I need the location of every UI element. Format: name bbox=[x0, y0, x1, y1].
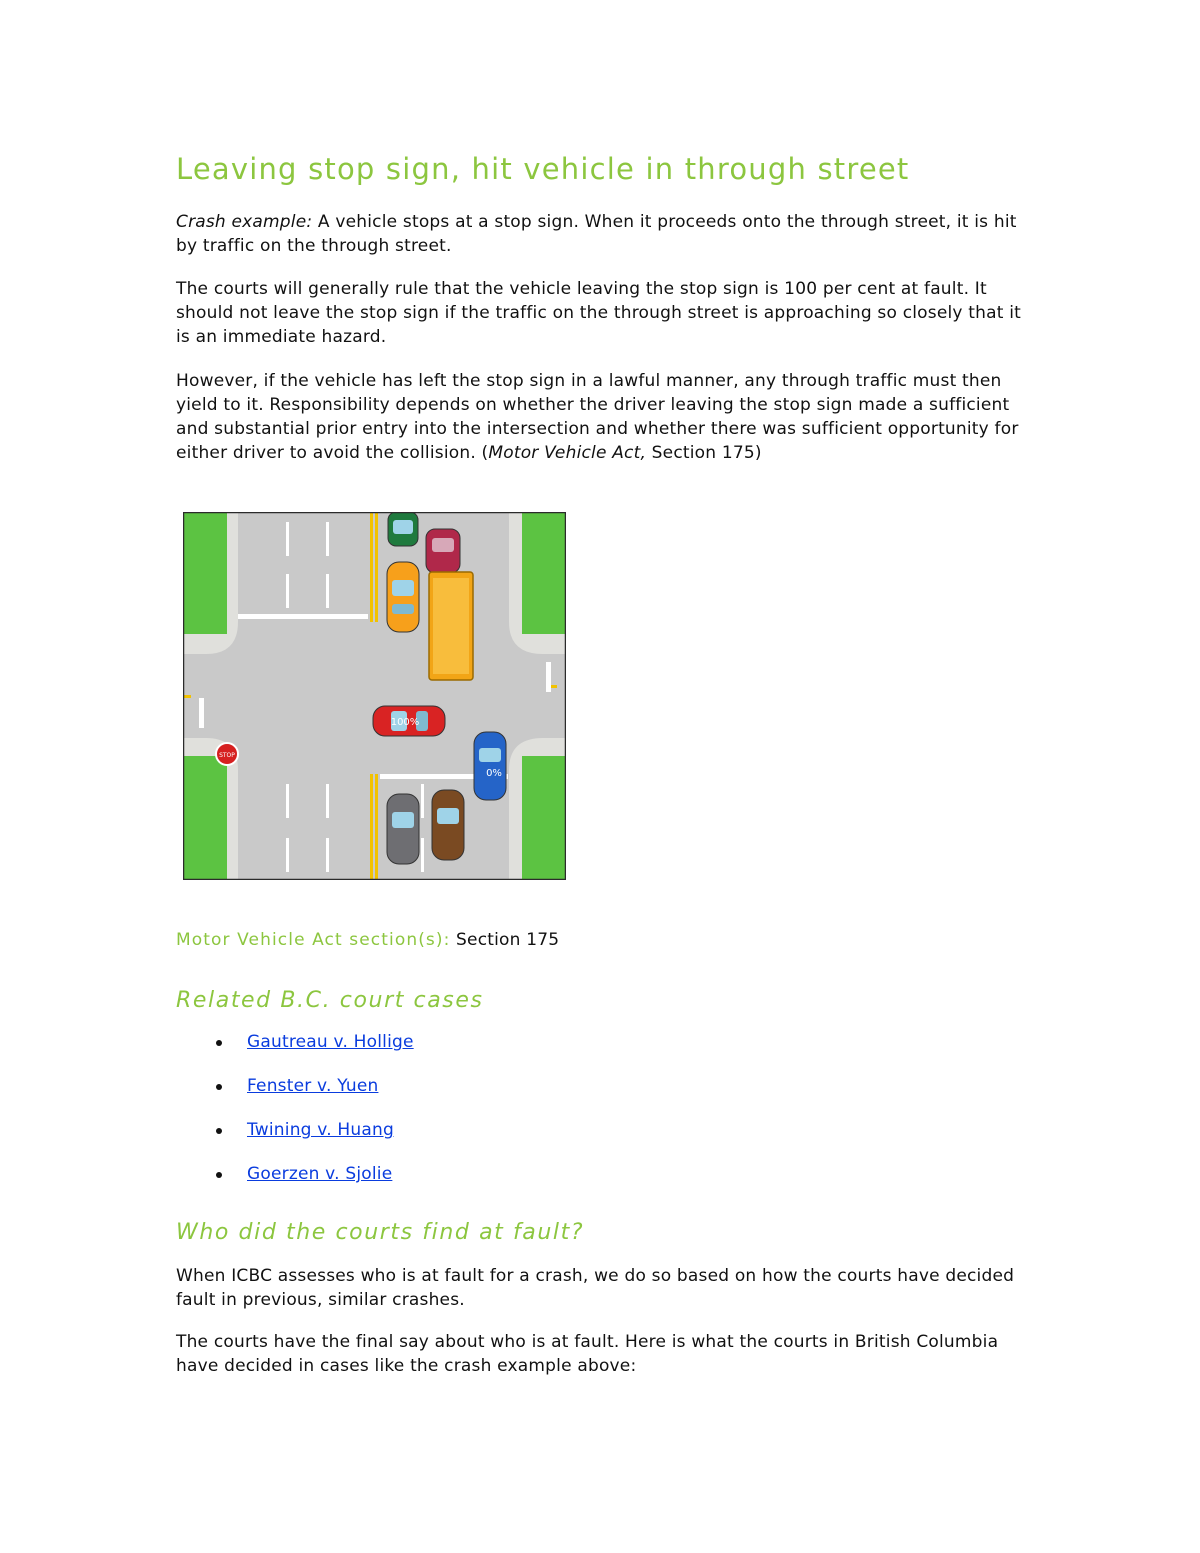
stop-line-north bbox=[238, 614, 368, 619]
grass-se bbox=[522, 756, 566, 880]
mva-sections bbox=[176, 930, 559, 950]
blue-car-fault-label: 0% bbox=[486, 768, 502, 779]
stop-line-east bbox=[546, 662, 551, 692]
final-say-paragraph: The courts have the final say about who is at fault. Here is what the courts in British Columbia have decided in cases like the crash example above: bbox=[176, 1332, 999, 1376]
mva-value: Section 175 bbox=[450, 930, 560, 950]
blue-car bbox=[474, 732, 506, 800]
fault-paragraph: The courts will generally rule that the vehicle leaving the stop sign is 100 per cent at fault. It should not leave the stop sign if the traffic on the through street is approaching so closely that it is an immediate hazard. bbox=[176, 279, 1021, 347]
grass-ne bbox=[522, 512, 566, 634]
list-item bbox=[176, 1074, 414, 1118]
center-line-north-b bbox=[375, 512, 378, 622]
grass-sw bbox=[183, 756, 227, 880]
bullet-icon bbox=[216, 1128, 222, 1134]
related-cases-heading: Related B.C. court cases bbox=[176, 988, 484, 1013]
maroon-car bbox=[426, 529, 460, 573]
crash-example-paragraph bbox=[176, 210, 1026, 258]
grass-nw bbox=[183, 512, 227, 634]
however-text: However, if the vehicle has left the stop sign in a lawful manner, any through traffic must then yield to it. Responsibility depends on whether the driver leaving the stop sign made a sufficient and substantial prior entry into the intersection and whether there was sufficient opportunity for either driver to avoid the collision. ( bbox=[176, 371, 1019, 463]
list-item bbox=[176, 1030, 414, 1074]
act-section: Section 175) bbox=[646, 443, 762, 463]
court-cases-list bbox=[176, 1030, 414, 1206]
center-line-south-a bbox=[370, 774, 373, 880]
case-link-fenster[interactable]: Fenster v. Yuen bbox=[247, 1076, 379, 1096]
page-title: Leaving stop sign, hit vehicle in through street bbox=[176, 152, 910, 186]
bullet-icon bbox=[216, 1040, 222, 1046]
center-line-east bbox=[551, 685, 557, 688]
center-line-north-a bbox=[370, 512, 373, 622]
stop-sign bbox=[216, 743, 238, 765]
crash-example-text: A vehicle stops at a stop sign. When it proceeds onto the through street, it is hit by traffic on the through street. bbox=[176, 212, 1017, 256]
yellow-truck bbox=[429, 572, 473, 680]
stop-sign-label: STOP bbox=[219, 752, 235, 759]
orange-car bbox=[387, 562, 419, 632]
case-link-twining[interactable]: Twining v. Huang bbox=[247, 1120, 394, 1140]
icbc-paragraph: When ICBC assesses who is at fault for a crash, we do so based on how the courts have decided fault in previous, similar crashes. bbox=[176, 1266, 1015, 1310]
road-surface bbox=[183, 512, 566, 880]
bullet-icon bbox=[216, 1084, 222, 1090]
mva-label: Motor Vehicle Act section(s): bbox=[176, 930, 451, 950]
brown-car bbox=[432, 790, 464, 860]
case-link-gautreau[interactable]: Gautreau v. Hollige bbox=[247, 1032, 414, 1052]
intersection-diagram bbox=[183, 512, 566, 880]
case-link-goerzen[interactable]: Goerzen v. Sjolie bbox=[247, 1164, 393, 1184]
red-car bbox=[373, 706, 445, 736]
center-line-south-b bbox=[375, 774, 378, 880]
crash-example-label: Crash example: bbox=[176, 212, 313, 232]
however-paragraph bbox=[176, 369, 1036, 465]
list-item bbox=[176, 1162, 414, 1206]
stop-line-west bbox=[199, 698, 204, 728]
red-car-fault-label: 100% bbox=[390, 717, 420, 728]
bullet-icon bbox=[216, 1172, 222, 1178]
green-car bbox=[388, 512, 418, 546]
act-name: Motor Vehicle Act, bbox=[488, 443, 647, 463]
fault-heading: Who did the courts find at fault? bbox=[176, 1220, 585, 1245]
grey-car bbox=[387, 794, 419, 864]
list-item bbox=[176, 1118, 414, 1162]
